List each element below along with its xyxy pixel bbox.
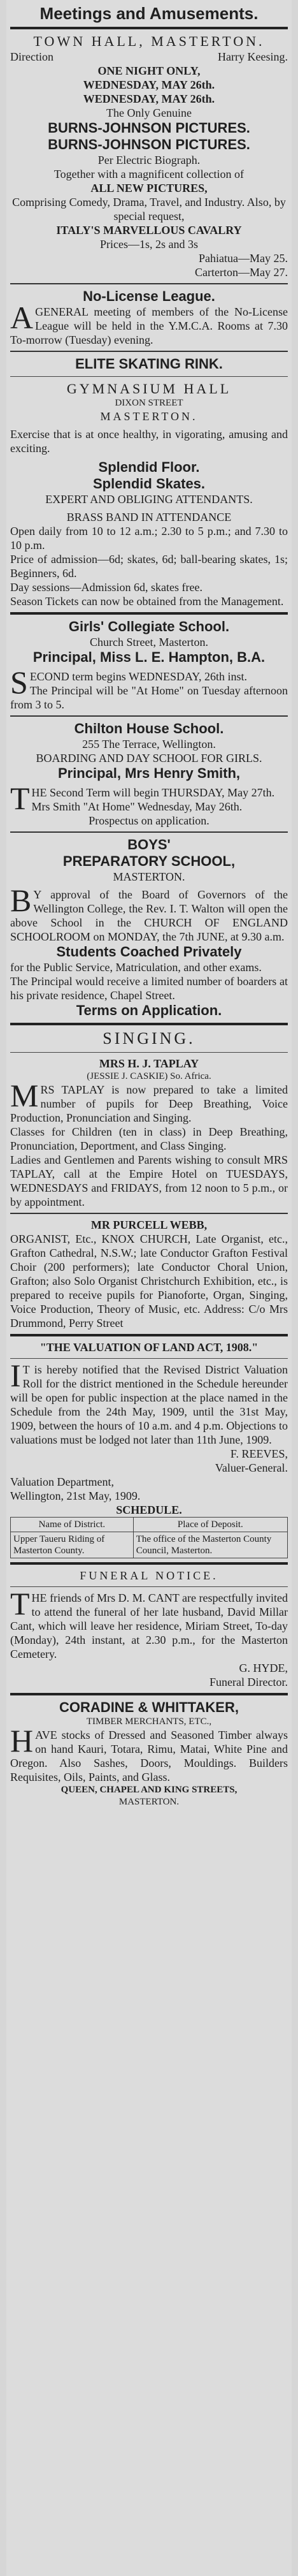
table-header-cell: Place of Deposit. bbox=[133, 1518, 287, 1532]
coradine-title: CORADINE & WHITTAKER, bbox=[59, 1699, 239, 1715]
singing-ladies: Ladies and Gentlemen and Parents wishing to consult MRS TAPLAY, call at the Empire Hotel on TUESDAYS, WEDNESDAYS and FRIDAYS, from 12 noon to 5 p.m., or by appointment. bbox=[10, 1153, 288, 1208]
valuation-signed: F. REEVES, bbox=[230, 1447, 288, 1460]
table-header-row bbox=[11, 1518, 288, 1532]
valuation-schedule: SCHEDULE. bbox=[116, 1504, 182, 1516]
chilton-principal: Principal, Mrs Henry Smith, bbox=[57, 765, 241, 781]
coradine-sub: TIMBER MERCHANTS, ETC., bbox=[86, 1716, 212, 1727]
townhall-ad bbox=[10, 33, 288, 279]
divider bbox=[10, 1693, 288, 1695]
singing-ad bbox=[10, 1029, 288, 1209]
newspaper-column bbox=[6, 0, 292, 2576]
girls-address: Church Street, Masterton. bbox=[90, 636, 208, 648]
section-heading-meetings: Meetings and Amusements. bbox=[39, 4, 259, 23]
singing-classes: Classes for Children (ten in class) in Deep Breathing, Pronunciation, Deportment, and Class Singing. bbox=[10, 1125, 288, 1152]
singing-body: MRS TAPLAY is now prepared to take a limited number of pupils for Deep Breathing, Voice Production, Pronunciation and Singing. bbox=[10, 1078, 288, 1124]
divider bbox=[10, 1023, 288, 1025]
date-line-1: WEDNESDAY, MAY 26th. bbox=[83, 78, 215, 91]
valuation-dept: Valuation Department, bbox=[10, 1475, 114, 1488]
webb-body: ORGANIST, Etc., KNOX CHURCH, Late Organist, etc., Grafton Cathedral, N.S.W.; late Conductor Grafton Festival Choir (200 performers); late Conductor Choral Union, Grafton; also Solo Organist Christchurch Exhibition, etc., is prepared to receive pupils for Pianoforte, Organ, Singing, Voice Production, Theory of Music, etc. Address: C/o Mrs Drummond, Perry Street bbox=[10, 1233, 288, 1329]
only-genuine: The Only Genuine bbox=[106, 106, 192, 119]
divider bbox=[10, 1562, 288, 1565]
divider bbox=[10, 1334, 288, 1336]
skating-banner: ELITE SKATING RINK. bbox=[75, 356, 223, 372]
valuation-notice bbox=[10, 1340, 288, 1558]
table-cell: Upper Taueru Riding of Masterton County. bbox=[11, 1532, 134, 1558]
divider bbox=[10, 715, 288, 717]
boys-board: The Principal would receive a limited number of boarders at his private residence, Chapel Street. bbox=[10, 975, 288, 1002]
chilton-title: Chilton House School. bbox=[74, 721, 224, 736]
table-cell: The office of the Masterton County Council, Masterton. bbox=[133, 1532, 287, 1558]
coradine-ad bbox=[10, 1699, 288, 1808]
girls-body: SECOND term begins WEDNESDAY, 26th inst. bbox=[10, 664, 247, 700]
chilton-boarding: BOARDING AND DAY SCHOOL FOR GIRLS. bbox=[36, 752, 262, 765]
prices: Prices—1s, 2s and 3s bbox=[100, 238, 198, 251]
nolicense-ad bbox=[10, 288, 288, 347]
divider bbox=[10, 1213, 288, 1214]
townhall-title: TOWN HALL, MASTERTON. bbox=[33, 33, 265, 49]
divider bbox=[10, 27, 288, 29]
funeral-signed: G. HYDE, bbox=[239, 1662, 288, 1674]
skating-exercise: Exercise that is at once healthy, in vigorating, amusing and exciting. bbox=[10, 428, 288, 455]
boys-title-1: BOYS' bbox=[127, 837, 171, 853]
coradine-address: QUEEN, CHAPEL AND KING STREETS, bbox=[60, 1785, 238, 1795]
date-line-2: WEDNESDAY, MAY 26th. bbox=[83, 92, 215, 105]
schedule-table bbox=[10, 1517, 288, 1558]
pahiatua: Pahiatua—May 25. bbox=[199, 252, 288, 265]
singing-title: SINGING. bbox=[103, 1029, 195, 1048]
skating-hours: Open daily from 10 to 12 a.m.; 2.30 to 5 p.m.; and 7.30 to 10 p.m. bbox=[10, 525, 288, 552]
boys-body: BY approval of the Board of Governors of the Wellington College, the Rev. I. T. Walton will open the above School in the CHURCH OF ENGLAND SCHOOLROOM on MONDAY, the 7th JUNE, at 9.30 a.m. bbox=[10, 882, 288, 943]
chilton-body: THE Second Term will begin THURSDAY, May 27th. bbox=[10, 780, 275, 816]
direction-name: Harry Keesing. bbox=[218, 50, 288, 63]
chilton-athome: Mrs Smith "At Home" Wednesday, May 26th. bbox=[31, 800, 243, 813]
valuation-role: Valuer-General. bbox=[215, 1461, 288, 1474]
divider bbox=[10, 1358, 288, 1359]
carterton: Carterton—May 27. bbox=[195, 266, 288, 279]
table-header-cell: Name of District. bbox=[11, 1518, 134, 1532]
italy-cavalry: ITALY'S MARVELLOUS CAVALRY bbox=[56, 224, 242, 237]
expert-attendants: EXPERT AND OBLIGING ATTENDANTS. bbox=[45, 493, 253, 506]
one-night: ONE NIGHT ONLY, bbox=[97, 64, 201, 77]
chilton-prospectus: Prospectus on application. bbox=[89, 814, 209, 827]
girls-title: Girls' Collegiate School. bbox=[68, 618, 230, 634]
divider bbox=[10, 283, 288, 284]
boys-terms: Terms on Application. bbox=[76, 1002, 222, 1018]
boys-coached: Students Coached Privately bbox=[56, 944, 242, 960]
funeral-body: THE friends of Mrs D. M. CANT are respectfully invited to attend the funeral of her late husband, David Millar Cant, which will leave her residence, Miriam Street, To-day (Monday), 24th instant, at 2.30 p.m., for the Masterton Cemetery. bbox=[10, 1586, 288, 1660]
boys-school-ad bbox=[10, 837, 288, 1019]
webb-title: MR PURCELL WEBB, bbox=[90, 1218, 208, 1231]
splendid-skates: Splendid Skates. bbox=[92, 476, 206, 492]
boys-title-2: PREPARATORY SCHOOL, bbox=[62, 853, 236, 869]
gym-town: MASTERTON. bbox=[100, 410, 198, 423]
nolicense-title: No-License League. bbox=[83, 288, 215, 304]
funeral-role: Funeral Director. bbox=[209, 1676, 288, 1688]
girls-collegiate-ad bbox=[10, 618, 288, 712]
gym-street: DIXON STREET bbox=[115, 398, 183, 408]
funeral-title: FUNERAL NOTICE. bbox=[80, 1569, 218, 1582]
skating-ad bbox=[10, 356, 288, 608]
magnificent: Together with a magnificent collection of bbox=[53, 168, 245, 180]
comprising: Comprising Comedy, Drama, Travel, and Industry. Also, by special request, bbox=[12, 196, 286, 223]
divider bbox=[10, 831, 288, 833]
girls-athome: The Principal will be "At Home" on Tuesday afternoon from 3 to 5. bbox=[10, 684, 288, 711]
burns-johnson-1: BURNS-JOHNSON PICTURES. bbox=[48, 120, 250, 136]
skating-price-2: Day sessions—Admission 6d, skates free. bbox=[10, 581, 202, 594]
boys-town: MASTERTON. bbox=[113, 870, 185, 883]
brass-band: BRASS BAND IN ATTENDANCE bbox=[66, 511, 232, 523]
biograph: Per Electric Biograph. bbox=[97, 154, 201, 166]
divider bbox=[10, 376, 288, 377]
burns-johnson-2: BURNS-JOHNSON PICTURES. bbox=[48, 136, 250, 152]
coradine-body: HAVE stocks of Dressed and Seasoned Timber always on hand Kauri, Totara, Rimu, Matai, White Pine and Oregon. Also Sashes, Doors, Mouldings. Builders Requisites, Oils, Paints, and Glass. bbox=[10, 1723, 288, 1783]
gym-name: GYMNASIUM HALL bbox=[66, 381, 232, 397]
coradine-town: MASTERTON. bbox=[118, 1797, 180, 1807]
skating-price-1: Price of admission—6d; skates, 6d; ball-bearing skates, 1s; Beginners, 6d. bbox=[10, 553, 288, 580]
all-new-pictures: ALL NEW PICTURES, bbox=[90, 182, 208, 194]
chilton-address: 255 The Terrace, Wellington. bbox=[82, 738, 216, 750]
table-row bbox=[11, 1532, 288, 1558]
chilton-ad bbox=[10, 721, 288, 828]
direction-label: Direction bbox=[10, 50, 53, 63]
divider bbox=[10, 1052, 288, 1053]
nolicense-body: AGENERAL meeting of members of the No-License League will be held in the Y.M.C.A. Rooms at 7.30 To-morrow (Tuesday) evening. bbox=[10, 300, 288, 346]
divider bbox=[10, 612, 288, 615]
boys-coached-body: for the Public Service, Matriculation, and other exams. bbox=[10, 961, 262, 974]
singing-name: MRS H. J. TAPLAY bbox=[99, 1057, 199, 1070]
valuation-date: Wellington, 21st May, 1909. bbox=[10, 1489, 141, 1502]
townhall-direction bbox=[10, 50, 288, 64]
girls-principal: Principal, Miss L. E. Hampton, B.A. bbox=[32, 649, 266, 665]
divider bbox=[10, 1586, 288, 1587]
funeral-notice bbox=[10, 1569, 288, 1689]
skating-season: Season Tickets can now be obtained from the Management. bbox=[10, 595, 284, 608]
valuation-body: IT is hereby notified that the Revised District Valuation Roll for the district mentioned in the Schedule hereunder will be open for public inspection at the place named in the Schedule from the 24th May, 1909, until the 31st May, 1909, between the hours of 10 a.m. and 4 p.m. Objections to valuations must be lodged not later than 11th June, 1909. bbox=[10, 1358, 288, 1446]
valuation-title: "THE VALUATION OF LAND ACT, 1908." bbox=[39, 1341, 259, 1354]
divider bbox=[10, 351, 288, 352]
splendid-floor: Splendid Floor. bbox=[98, 459, 200, 475]
singing-nee: (JESSIE J. CASKIE) So. Africa. bbox=[87, 1071, 211, 1081]
webb-ad bbox=[10, 1218, 288, 1330]
